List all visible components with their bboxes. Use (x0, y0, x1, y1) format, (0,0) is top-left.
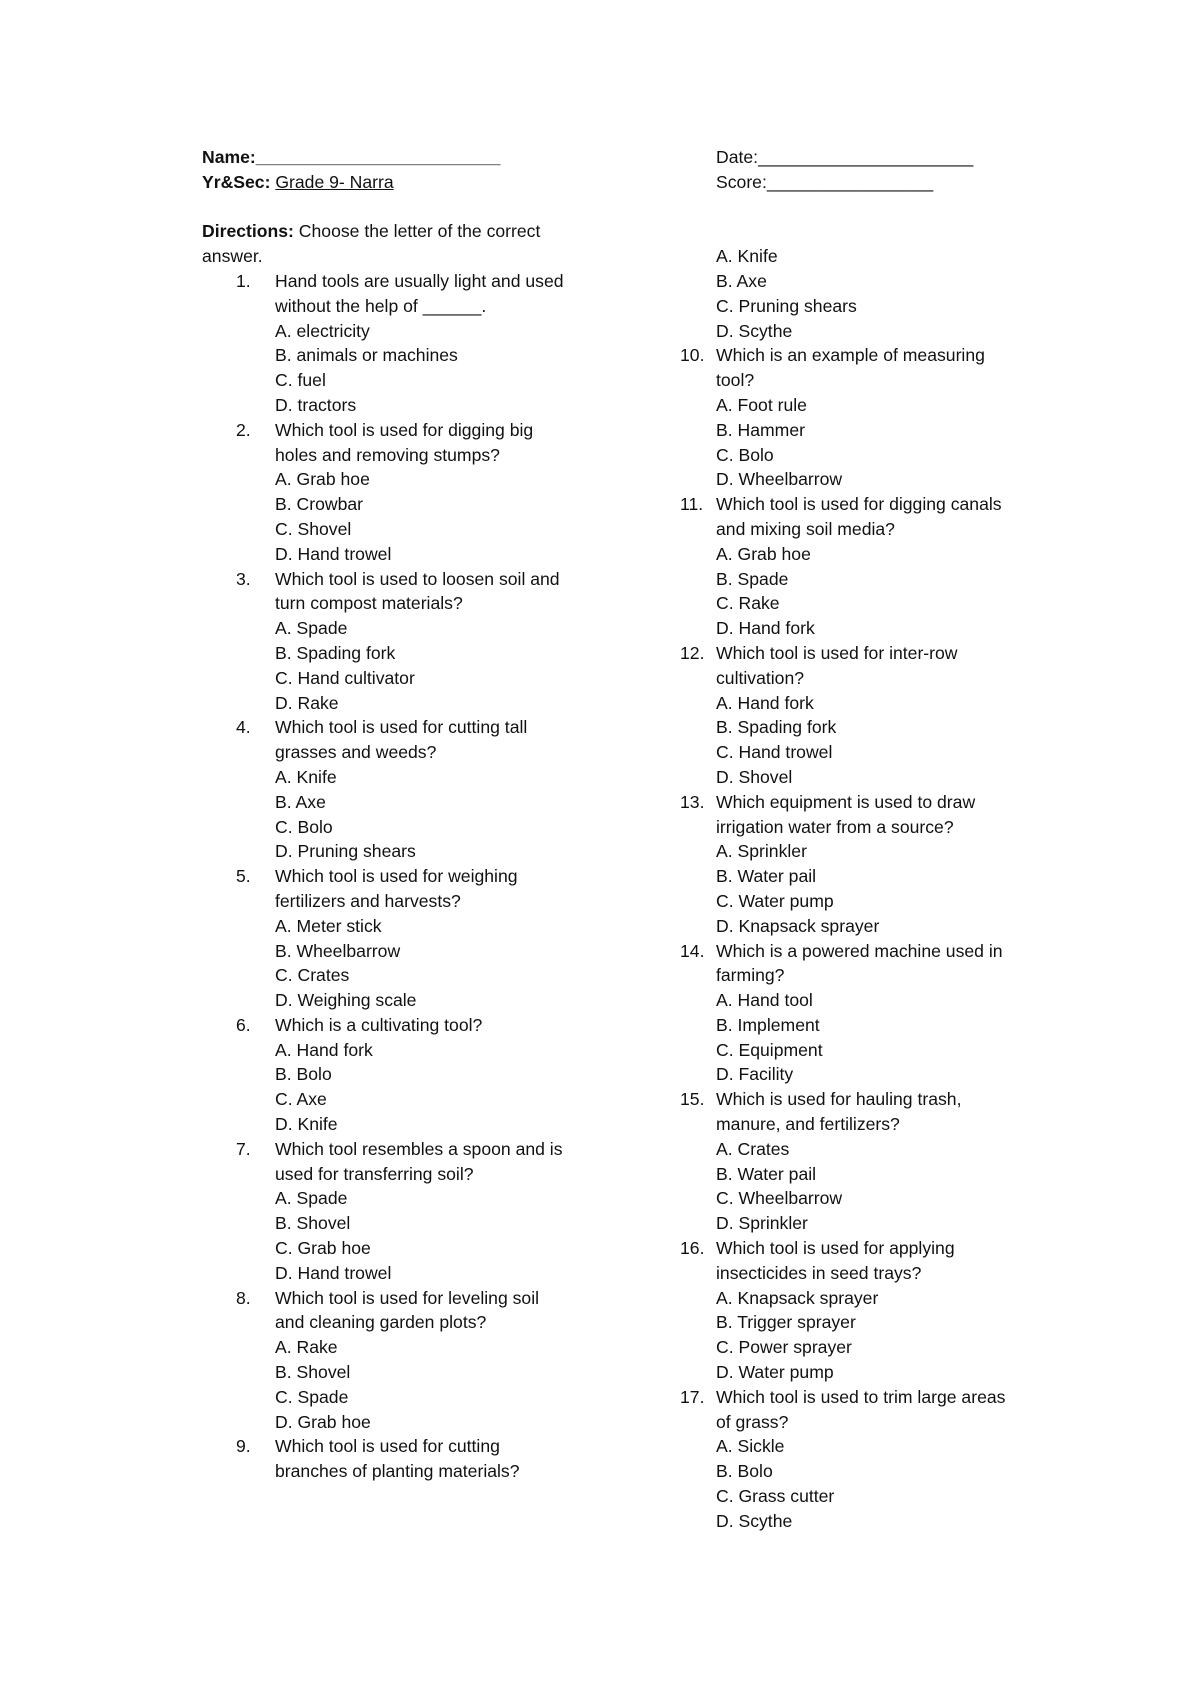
question-text: irrigation water from a source? (716, 816, 954, 837)
answer-option: C. Equipment (716, 1039, 823, 1060)
question-text: grasses and weeds? (275, 742, 437, 763)
question-text: 12. Which tool is used for inter-row (716, 641, 1046, 666)
answer-option: B. Spade (716, 568, 789, 589)
spacer (716, 219, 1046, 244)
answer-option: C. Water pump (716, 890, 834, 911)
question-text: turn compost materials? (275, 593, 463, 614)
answer-option: C. Crates (275, 965, 350, 986)
question-number: 16. (680, 1238, 705, 1259)
answer-option: D. Hand trowel (275, 1262, 392, 1283)
question-list-left (202, 269, 602, 1484)
question-text: 16. Which tool is used for applying (716, 1236, 1046, 1261)
question-text: 10. Which is an example of measuring (716, 343, 1046, 368)
answer-option: A. Grab hoe (275, 469, 370, 490)
answer-option: C. Wheelbarrow (716, 1188, 843, 1209)
answer-option: B. Crowbar (275, 494, 363, 515)
question-text: and cleaning garden plots? (275, 1312, 487, 1333)
question-text: 17. Which tool is used to trim large areas (716, 1385, 1046, 1410)
answer-option: B. Spading fork (275, 642, 396, 663)
left-column (202, 145, 602, 1484)
question-text: holes and removing stumps? (275, 444, 500, 465)
question-text: manure, and fertilizers? (716, 1114, 900, 1135)
question-text: insecticides in seed trays? (716, 1262, 922, 1283)
answer-option: C. Grab hoe (275, 1238, 371, 1259)
answer-option: A. Knapsack sprayer (716, 1287, 879, 1308)
question-text: cultivation? (716, 667, 805, 688)
question-text: without the help of ______. (275, 295, 487, 316)
answer-option: A. Spade (275, 618, 348, 639)
question-number: 2. (236, 419, 251, 440)
answer-option: D. Knapsack sprayer (716, 915, 880, 936)
question-text: 15. Which is used for hauling trash, (716, 1087, 1046, 1112)
answer-option: A. Spade (275, 1188, 348, 1209)
answer-option: A. Rake (275, 1337, 338, 1358)
score-label: Score: (716, 171, 767, 192)
answer-option: D. Hand fork (716, 618, 815, 639)
question-item (202, 715, 602, 864)
directions-line (202, 219, 602, 244)
spacer (202, 195, 602, 220)
question-number: 15. (680, 1089, 705, 1110)
answer-option: A. Sickle (716, 1436, 785, 1457)
question-item (202, 1434, 602, 1484)
question-text: fertilizers and harvests? (275, 890, 461, 911)
question-text: 13. Which equipment is used to draw (716, 790, 1046, 815)
answer-option: B. Water pail (716, 866, 817, 887)
question-item (680, 343, 1046, 492)
answer-option: C. Grass cutter (716, 1486, 835, 1507)
question-text: 14. Which is a powered machine used in (716, 939, 1046, 964)
question-item (202, 567, 602, 716)
question-item (680, 1385, 1046, 1534)
question-number: 4. (236, 717, 251, 738)
answer-option: C. fuel (275, 370, 326, 391)
answer-option: B. Bolo (275, 1064, 332, 1085)
answer-option: B. animals or machines (275, 345, 458, 366)
answer-option: B. Spading fork (716, 717, 837, 738)
directions-label: Directions: (202, 221, 294, 242)
score-blank: _________________ (766, 171, 934, 192)
answer-option: B. Axe (716, 270, 767, 291)
question-text: 6. Which is a cultivating tool? (275, 1013, 602, 1038)
name-label: Name: (202, 147, 256, 167)
question-item (680, 492, 1046, 641)
answer-option: B. Shovel (275, 1213, 351, 1234)
question-text: 8. Which tool is used for leveling soil (275, 1286, 602, 1311)
answer-option: D. Wheelbarrow (716, 469, 843, 490)
question-text: tool? (716, 370, 755, 391)
question-number: 14. (680, 940, 705, 961)
answer-option: A. Hand fork (716, 692, 814, 713)
question-item (680, 790, 1046, 939)
answer-option: D. Knife (275, 1114, 338, 1135)
yrsec-label: Yr&Sec: (202, 171, 271, 192)
question-text: 11. Which tool is used for digging canals (716, 492, 1046, 517)
yrsec-line (202, 170, 602, 195)
spacer (716, 195, 1046, 220)
answer-option: A. Grab hoe (716, 543, 811, 564)
answer-option: D. Water pump (716, 1362, 834, 1383)
question-text: used for transferring soil? (275, 1163, 474, 1184)
question-text: 1. Hand tools are usually light and used (275, 269, 602, 294)
date-line (716, 145, 1046, 170)
answer-option: B. Water pail (716, 1163, 817, 1184)
question-item (680, 1236, 1046, 1385)
answer-option: C. Pruning shears (716, 295, 857, 316)
answer-option: D. Pruning shears (275, 841, 416, 862)
answer-option: A. Foot rule (716, 394, 807, 415)
answer-option: C. Power sprayer (716, 1337, 852, 1358)
directions-text: Choose the letter of the correct (293, 221, 541, 242)
answer-option: A. Sprinkler (716, 841, 807, 862)
question-text: 2. Which tool is used for digging big (275, 418, 602, 443)
question-number: 12. (680, 642, 705, 663)
answer-option: A. Crates (716, 1138, 790, 1159)
question-number: 9. (236, 1436, 251, 1457)
answer-option: B. Axe (275, 791, 326, 812)
answer-option: D. tractors (275, 394, 357, 415)
score-line (716, 170, 1046, 195)
question-text: 4. Which tool is used for cutting tall (275, 715, 602, 740)
question-item (202, 1013, 602, 1137)
question-item (680, 641, 1046, 790)
answer-option: B. Bolo (716, 1461, 773, 1482)
question-9-options (716, 244, 1046, 343)
question-item (680, 1087, 1046, 1236)
question-item (202, 418, 602, 567)
answer-option: A. Hand fork (275, 1039, 373, 1060)
answer-option: B. Implement (716, 1014, 820, 1035)
date-label: Date: (716, 147, 759, 167)
answer-option: B. Trigger sprayer (716, 1312, 856, 1333)
question-item (202, 1137, 602, 1286)
question-item (202, 269, 602, 418)
answer-option: A. Knife (716, 246, 778, 267)
question-number: 11. (680, 494, 704, 515)
directions-text-cont: answer. (202, 246, 263, 267)
answer-option: D. Weighing scale (275, 990, 417, 1011)
question-list-right (680, 343, 1046, 1533)
question-text: 3. Which tool is used to loosen soil and (275, 567, 602, 592)
answer-option: D. Hand trowel (275, 543, 392, 564)
question-number: 1. (236, 270, 251, 291)
question-text: of grass? (716, 1411, 789, 1432)
yrsec-value: Grade 9- Narra (275, 171, 394, 192)
answer-option: D. Rake (275, 692, 339, 713)
right-column (680, 145, 1046, 1534)
question-text: farming? (716, 965, 785, 986)
question-number: 13. (680, 791, 705, 812)
answer-option: C. Axe (275, 1089, 327, 1110)
answer-option: A. electricity (275, 320, 370, 341)
question-item (202, 864, 602, 1013)
question-item (202, 1286, 602, 1435)
question-text: and mixing soil media? (716, 518, 895, 539)
answer-option: D. Grab hoe (275, 1411, 371, 1432)
answer-option: D. Scythe (716, 320, 793, 341)
question-text: 7. Which tool resembles a spoon and is (275, 1137, 602, 1162)
answer-option: C. Bolo (716, 444, 774, 465)
name-line (202, 145, 602, 170)
answer-option: C. Rake (716, 593, 780, 614)
answer-option: A. Knife (275, 766, 337, 787)
answer-option: A. Meter stick (275, 915, 382, 936)
answer-option: B. Hammer (716, 419, 805, 440)
answer-option: B. Shovel (275, 1362, 351, 1383)
name-blank: _________________________ (255, 147, 501, 167)
answer-option: C. Bolo (275, 816, 333, 837)
question-number: 8. (236, 1287, 251, 1308)
question-text: 9. Which tool is used for cutting (275, 1434, 602, 1459)
answer-option: C. Hand cultivator (275, 667, 415, 688)
answer-option: A. Hand tool (716, 990, 813, 1011)
question-text: 5. Which tool is used for weighing (275, 864, 602, 889)
answer-option: C. Spade (275, 1386, 349, 1407)
answer-option: D. Scythe (716, 1510, 793, 1531)
question-number: 5. (236, 866, 251, 887)
answer-option: D. Shovel (716, 766, 793, 787)
question-number: 17. (680, 1386, 705, 1407)
question-number: 6. (236, 1014, 251, 1035)
question-number: 10. (680, 345, 705, 366)
date-blank: ______________________ (758, 147, 974, 167)
answer-option: D. Facility (716, 1064, 794, 1085)
question-number: 7. (236, 1138, 251, 1159)
answer-option: C. Shovel (275, 518, 352, 539)
answer-option: D. Sprinkler (716, 1213, 808, 1234)
question-number: 3. (236, 568, 251, 589)
question-item (680, 939, 1046, 1088)
answer-option: C. Hand trowel (716, 742, 833, 763)
answer-option: B. Wheelbarrow (275, 940, 401, 961)
question-text: branches of planting materials? (275, 1461, 520, 1482)
